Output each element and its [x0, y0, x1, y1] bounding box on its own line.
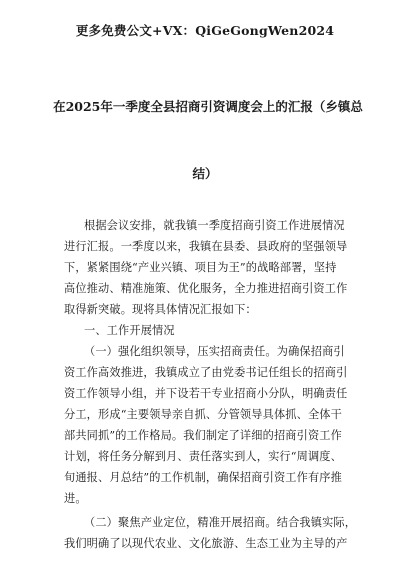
paragraph-line: 部共同抓”的工作格局。我们制定了详细的招商引资工作	[64, 429, 342, 442]
paragraph-line: 资工作领导小组，并下设若干专业招商小分队，明确责任	[64, 387, 348, 400]
section-heading: 一、工作开展情况	[84, 324, 175, 337]
watermark-header: 更多免费公文+VX：QiGeGongWen2024	[75, 23, 335, 38]
paragraph-line: （二）聚焦产业定位，精准开展招商。结合我镇实际，	[84, 516, 357, 529]
paragraph-line: 进行汇报。一季度以来，我镇在县委、县政府的坚强领导	[64, 240, 348, 253]
paragraph-line: 旬通报、月总结”的工作机制，确保招商引资工作有序推	[64, 471, 342, 484]
paragraph-line: （一）强化组织领导，压实招商责任。为确保招商引	[84, 345, 345, 358]
document-title-line-1: 在2025年一季度全县招商引资调度会上的汇报（乡镇总	[53, 99, 363, 114]
paragraph-line: 分工，形成“主要领导亲自抓、分管领导具体抓、全体干	[64, 408, 342, 421]
paragraph-line: 我们明确了以现代农业、文化旅游、生态工业为主导的产	[64, 537, 348, 550]
paragraph-line: 计划，将任务分解到月、责任落实到人，实行“周调度、	[64, 450, 342, 463]
paragraph-line: 下，紧紧围绕“产业兴镇、项目为王”的战略部署，坚持	[64, 261, 337, 274]
paragraph-line: 高位推动、精准施策、优化服务，全力推进招商引资工作	[64, 282, 348, 295]
paragraph-line: 根据会议安排，就我镇一季度招商引资工作进展情况	[84, 219, 345, 232]
paragraph-line: 资工作高效推进，我镇成立了由党委书记任组长的招商引	[64, 366, 348, 379]
paragraph-line: 取得新突破。现将具体情况汇报如下：	[64, 303, 257, 316]
document-title-line-2: 结）	[192, 166, 218, 181]
paragraph-line: 进。	[64, 492, 87, 505]
